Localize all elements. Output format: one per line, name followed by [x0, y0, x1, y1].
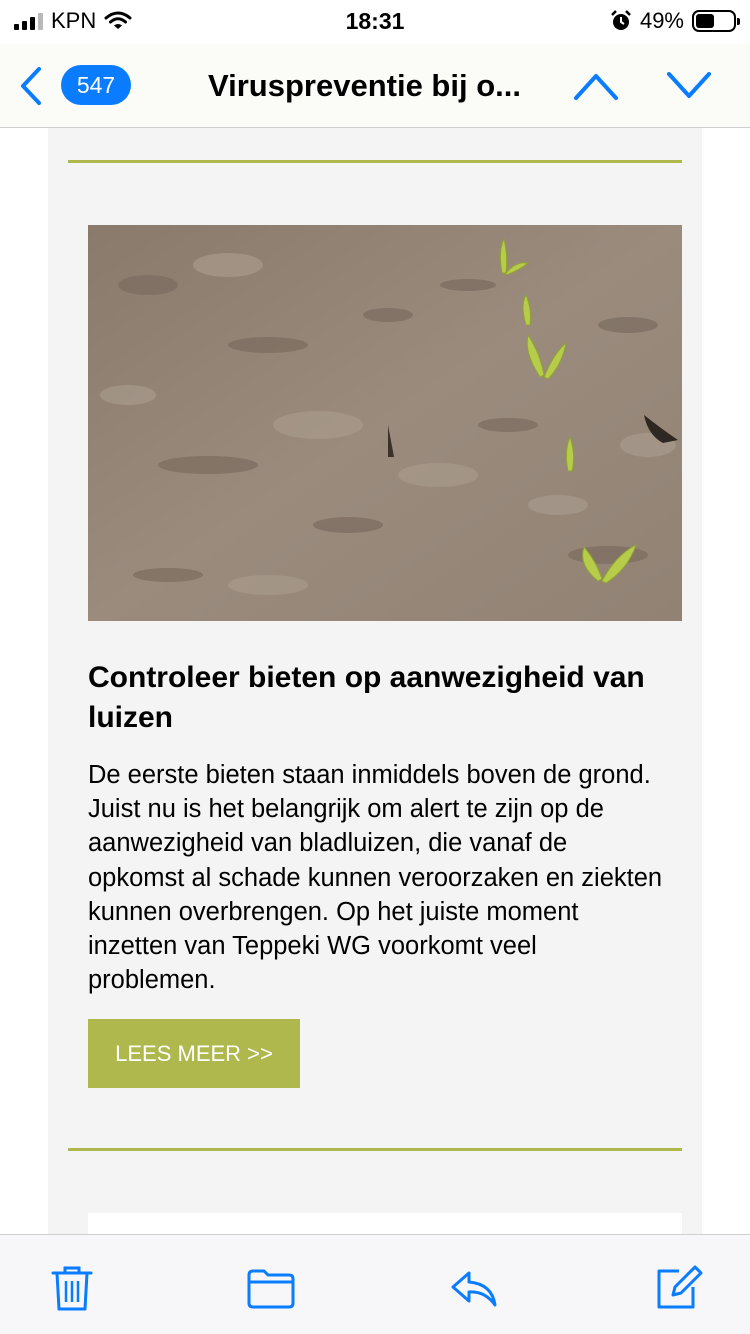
chevron-up-icon[interactable]: [572, 68, 620, 104]
battery-percent: 49%: [639, 8, 684, 33]
article-photo-seedlings[interactable]: [88, 225, 682, 621]
carrier-label: KPN: [51, 8, 97, 33]
trash-icon[interactable]: [47, 1263, 97, 1313]
folder-icon[interactable]: [246, 1263, 296, 1313]
mail-toolbar: [0, 1234, 750, 1334]
message-subject: Viruspreventie bij o...: [208, 68, 521, 103]
article-body: De eerste bieten staan inmiddels boven de grond. Juist nu is het belangrijk om alert te zijn op de aanwezigheid van bladluizen, die vanaf de opkomst al schade kunnen veroorzaken en ziekten kunnen overbrengen. Op het juiste moment inzetten van Teppeki WG voorkomt veel problemen.: [88, 761, 663, 995]
article-headline: Controleer bieten op aanwezigheid van luizen: [88, 661, 645, 734]
next-article-card: [88, 1213, 682, 1234]
email-body[interactable]: [0, 128, 750, 1234]
read-more-button[interactable]: LEES MEER >>: [88, 1019, 300, 1088]
chevron-down-icon[interactable]: [665, 68, 713, 104]
unread-count-badge[interactable]: 547: [61, 65, 131, 105]
newsletter-panel: [48, 128, 702, 1234]
battery-icon: [692, 10, 736, 32]
clock: 18:31: [345, 8, 405, 34]
reply-icon[interactable]: [449, 1263, 499, 1313]
divider: [68, 160, 682, 163]
divider: [68, 1148, 682, 1151]
status-bar: [0, 0, 750, 44]
mail-navigation-bar: [0, 44, 750, 128]
alarm-icon: [610, 10, 632, 32]
compose-icon[interactable]: [653, 1263, 703, 1313]
chevron-left-icon[interactable]: [18, 66, 44, 106]
